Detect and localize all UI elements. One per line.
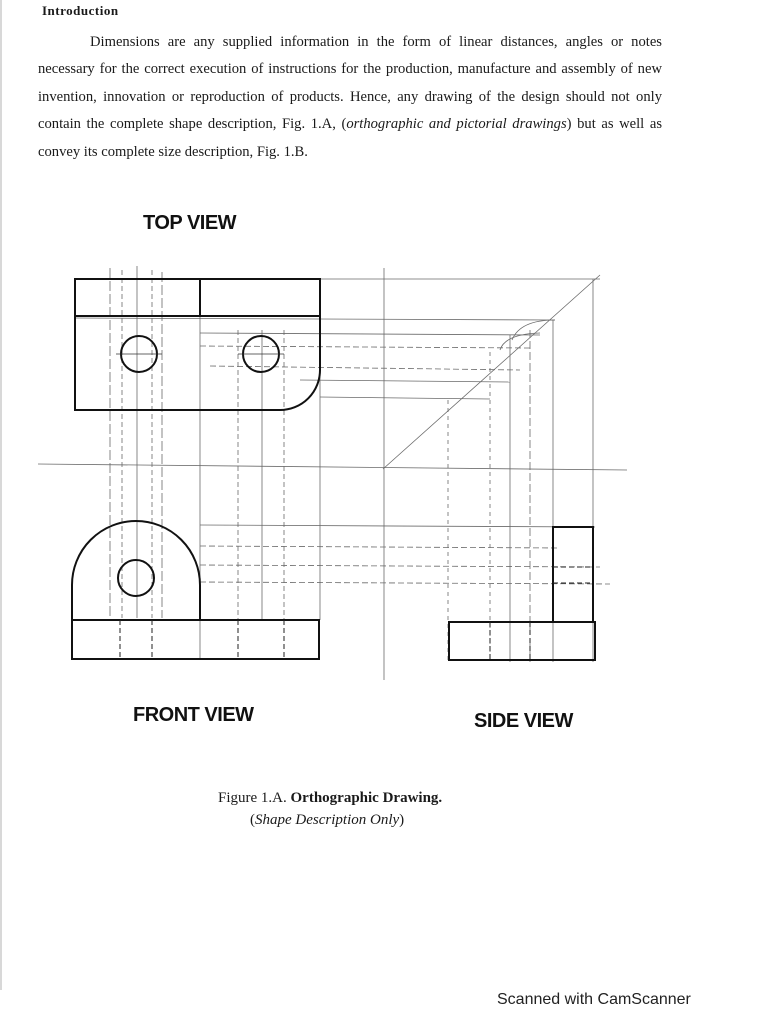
top-view-label: TOP VIEW	[143, 212, 237, 234]
paragraph-text-2: ) but as well as convey its complete size description, Fig. 1.B.	[38, 116, 662, 160]
caption-sub-close: )	[399, 812, 405, 828]
caption-sub-open: (	[250, 812, 255, 828]
front-view-hidden-lines	[120, 620, 284, 659]
side-view-outline	[449, 527, 595, 660]
side-view-label: SIDE VIEW	[474, 710, 573, 732]
top-view-outline	[75, 279, 320, 410]
figure-caption	[218, 787, 518, 831]
caption-prefix: Figure 1.A.	[218, 790, 291, 806]
paragraph-italic-text: orthographic and pictorial drawings	[346, 116, 567, 133]
caption-subtitle	[218, 809, 518, 831]
section-heading: Introduction	[42, 3, 119, 18]
front-view-outline	[72, 521, 319, 659]
paragraph-text-1: Dimensions are any supplied information in the form of linear distances, angles or notes necessary for the correct execution of instructions for the production, manufacture and assembly of new invention, innovation or reproduction of products. Hence, any drawing of the design should not only contain the complete shape description, Fig. 1.A, (	[38, 34, 662, 133]
scanner-watermark: Scanned with CamScanner	[497, 991, 691, 1008]
side-view-hidden-lines	[490, 567, 593, 660]
front-view-label: FRONT VIEW	[133, 704, 254, 726]
caption-title: Orthographic Drawing.	[290, 790, 443, 806]
caption-sub-italic: Shape Description Only	[255, 812, 400, 828]
construction-lines	[38, 266, 627, 680]
